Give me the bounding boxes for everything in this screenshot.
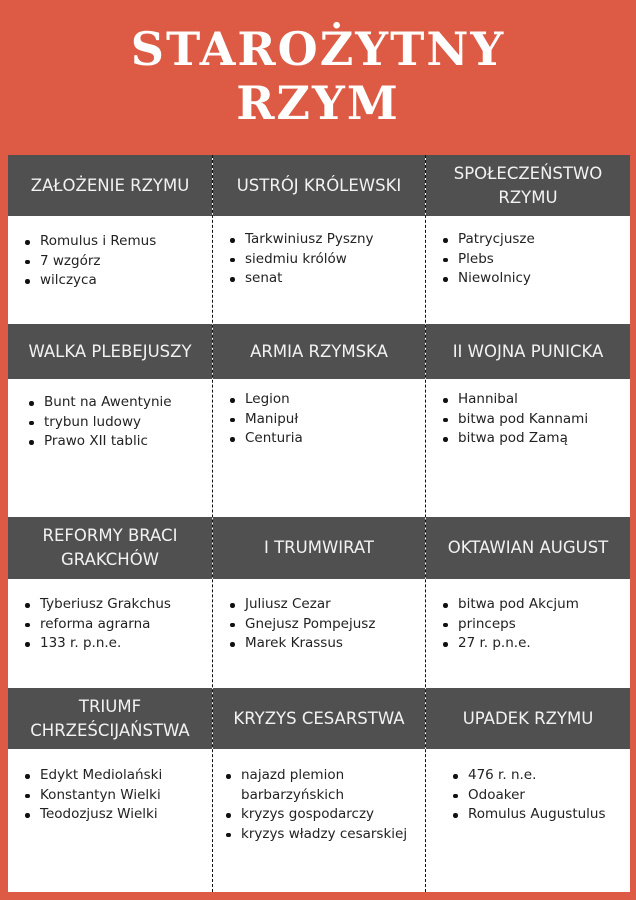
list-item: bitwa pod Kannami	[458, 410, 630, 430]
list-item: Juliusz Cezar	[245, 595, 425, 615]
list-item: wilczyca	[40, 271, 212, 291]
topic-card	[8, 324, 212, 517]
list-item: Odoaker	[468, 786, 630, 806]
topic-card	[8, 517, 212, 688]
topic-card	[213, 688, 425, 892]
topic-list	[8, 579, 212, 654]
list-item: Niewolnicy	[458, 269, 630, 289]
grid-row-4	[8, 688, 630, 892]
list-item: Manipuł	[245, 410, 425, 430]
list-item: Romulus i Remus	[40, 232, 212, 252]
list-item: Konstantyn Wielki	[40, 786, 212, 806]
topic-list	[213, 216, 425, 289]
list-item: 133 r. p.n.e.	[40, 634, 212, 654]
list-item: kryzys władzy cesarskiej	[241, 825, 419, 845]
list-item: reforma agrarna	[40, 615, 212, 635]
list-item: 7 wzgórz	[40, 252, 212, 272]
list-item: Patrycjusze	[458, 230, 630, 250]
list-item: Tyberiusz Grakchus	[40, 595, 212, 615]
topic-header: ZAŁOŻENIE RZYMU	[8, 155, 212, 216]
topic-header: KRYZYS CESARSTWA	[213, 688, 425, 749]
grid-row-1	[8, 155, 630, 324]
title-line-2: RZYM	[236, 76, 400, 130]
topic-header: ARMIA RZYMSKA	[213, 324, 425, 379]
topic-card	[426, 517, 630, 688]
list-item: bitwa pod Akcjum	[458, 595, 630, 615]
topic-card	[8, 155, 212, 324]
list-item: Prawo XII tablic	[44, 432, 212, 452]
topic-card	[426, 155, 630, 324]
column-divider	[425, 155, 426, 892]
list-item: Bunt na Awentynie	[44, 393, 212, 413]
topic-header: USTRÓJ KRÓLEWSKI	[213, 155, 425, 216]
list-item: princeps	[458, 615, 630, 635]
topic-header: WALKA PLEBEJUSZY	[8, 324, 212, 379]
list-item: Plebs	[458, 250, 630, 270]
topic-list	[8, 379, 212, 452]
list-item: Edykt Mediolański	[40, 766, 212, 786]
topic-list	[426, 379, 630, 449]
list-item: Romulus Augustulus	[468, 805, 630, 825]
topic-header: UPADEK RZYMU	[426, 688, 630, 749]
list-item: Marek Krassus	[245, 634, 425, 654]
list-item: Gnejusz Pompejusz	[245, 615, 425, 635]
list-item: najazd plemion barbarzyńskich	[241, 766, 419, 805]
topic-header: REFORMY BRACI GRAKCHÓW	[8, 517, 212, 579]
topic-list	[426, 749, 630, 825]
topic-list	[213, 579, 425, 654]
list-item: siedmiu królów	[245, 250, 425, 270]
topic-list	[426, 579, 630, 654]
list-item: 476 r. n.e.	[468, 766, 630, 786]
list-item: kryzys gospodarczy	[241, 805, 419, 825]
list-item: Legion	[245, 390, 425, 410]
topic-list	[213, 749, 425, 844]
topic-card	[426, 688, 630, 892]
title-line-1: STAROŻYTNY	[130, 22, 506, 76]
list-item: Centuria	[245, 429, 425, 449]
topic-header: I TRUMWIRAT	[213, 517, 425, 579]
list-item: 27 r. p.n.e.	[458, 634, 630, 654]
page-title	[0, 22, 636, 130]
topic-list	[8, 749, 212, 825]
topic-header: TRIUMF CHRZEŚCIJAŃSTWA	[8, 688, 212, 749]
list-item: trybun ludowy	[44, 413, 212, 433]
grid-row-2	[8, 324, 630, 517]
column-divider	[212, 155, 213, 892]
topic-card	[8, 688, 212, 892]
topic-header: SPOŁECZEŃSTWO RZYMU	[426, 155, 630, 216]
topic-card	[213, 155, 425, 324]
list-item: Tarkwiniusz Pyszny	[245, 230, 425, 250]
topic-list	[426, 216, 630, 289]
topic-card	[213, 324, 425, 517]
topic-header: OKTAWIAN AUGUST	[426, 517, 630, 579]
list-item: Hannibal	[458, 390, 630, 410]
topic-list	[8, 216, 212, 291]
list-item: bitwa pod Zamą	[458, 429, 630, 449]
topic-list	[213, 379, 425, 449]
list-item: senat	[245, 269, 425, 289]
topics-grid	[8, 155, 630, 892]
list-item: Teodozjusz Wielki	[40, 805, 212, 825]
topic-card	[213, 517, 425, 688]
topic-header: II WOJNA PUNICKA	[426, 324, 630, 379]
topic-card	[426, 324, 630, 517]
grid-row-3	[8, 517, 630, 688]
